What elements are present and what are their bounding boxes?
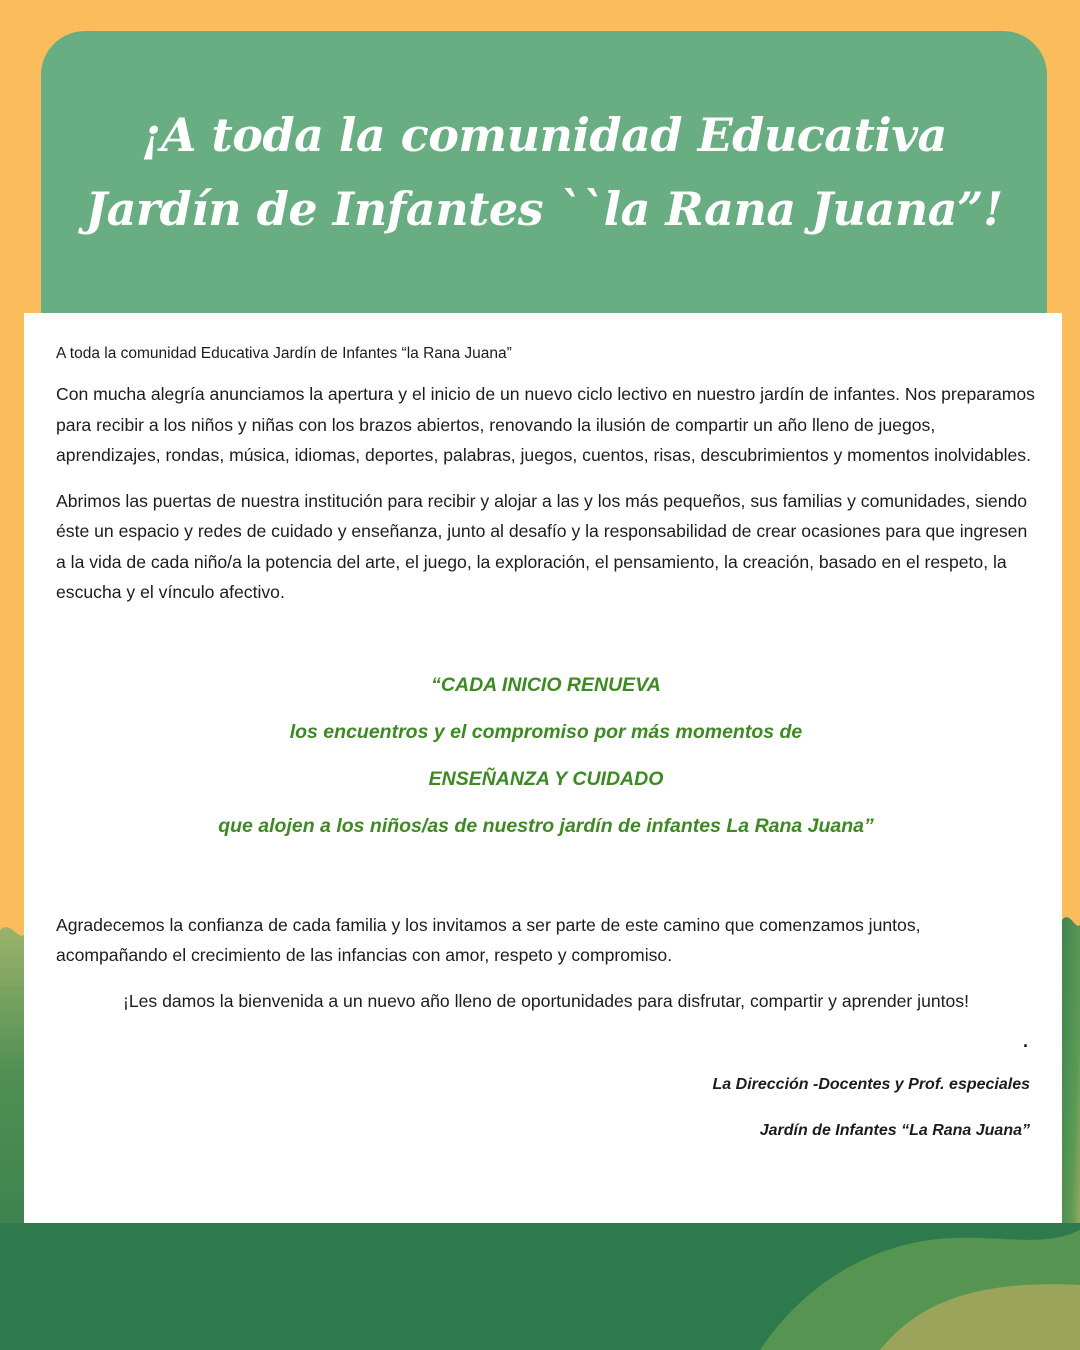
letter-body bbox=[56, 343, 1036, 1154]
header-title: ¡A toda la comunidad Educativa Jardín de Infantes ``la Rana Juana”! bbox=[85, 108, 1003, 236]
letter-paper bbox=[24, 313, 1062, 1223]
header-banner bbox=[41, 31, 1047, 331]
letter-paragraph-3: Agradecemos la confianza de cada familia y los invitamos a ser parte de este camino que comenzamos juntos, acompañando el crecimiento de las infancias con amor, respeto y compromiso. bbox=[56, 914, 921, 965]
letter-salutation: A toda la comunidad Educativa Jardín de Infantes “la Rana Juana” bbox=[56, 345, 512, 362]
signature-line: La Dirección -Docentes y Prof. especiales bbox=[712, 1076, 1030, 1093]
closing-dot: . bbox=[1022, 1031, 1028, 1051]
quote-line: “CADA INICIO RENUEVA bbox=[431, 673, 661, 696]
letter-paragraph-2: Abrimos las puertas de nuestra institución para recibir y alojar a las y los más pequeños, sus familias y comunidades, siendo éste un espacio y redes de cuidado y enseñanza, junto al desafío y la responsabilidad de crear ocasiones para que ingresen a la vida de cada niño/a la potencia del arte, el juego, la exploración, el pensamiento, la creación, basado en el respeto, la escucha y el vínculo afectivo. bbox=[56, 490, 1028, 602]
quote-line: ENSEÑANZA Y CUIDADO bbox=[428, 767, 664, 790]
letter-paragraph-1: Con mucha alegría anunciamos la apertura y el inicio de un nuevo ciclo lectivo en nuestro jardín de infantes. Nos preparamos para recibir a los niños y niñas con los brazos abiertos, renovando la ilusión de compartir un año lleno de juegos, aprendizajes, rondas, música, idiomas, deportes, palabras, juegos, cuentos, risas, descubrimientos y momentos inolvidables. bbox=[56, 384, 1035, 465]
signature-line: Jardín de Infantes “La Rana Juana” bbox=[759, 1122, 1030, 1139]
motto-quote bbox=[56, 662, 1036, 850]
quote-line: que alojen a los niños/as de nuestro jardín de infantes La Rana Juana” bbox=[218, 814, 874, 837]
letter-closing: ¡Les damos la bienvenida a un nuevo año lleno de oportunidades para disfrutar, compartir y aprender juntos! bbox=[122, 990, 969, 1011]
quote-line: los encuentros y el compromiso por más momentos de bbox=[289, 720, 803, 743]
signature-block bbox=[56, 1062, 1030, 1154]
